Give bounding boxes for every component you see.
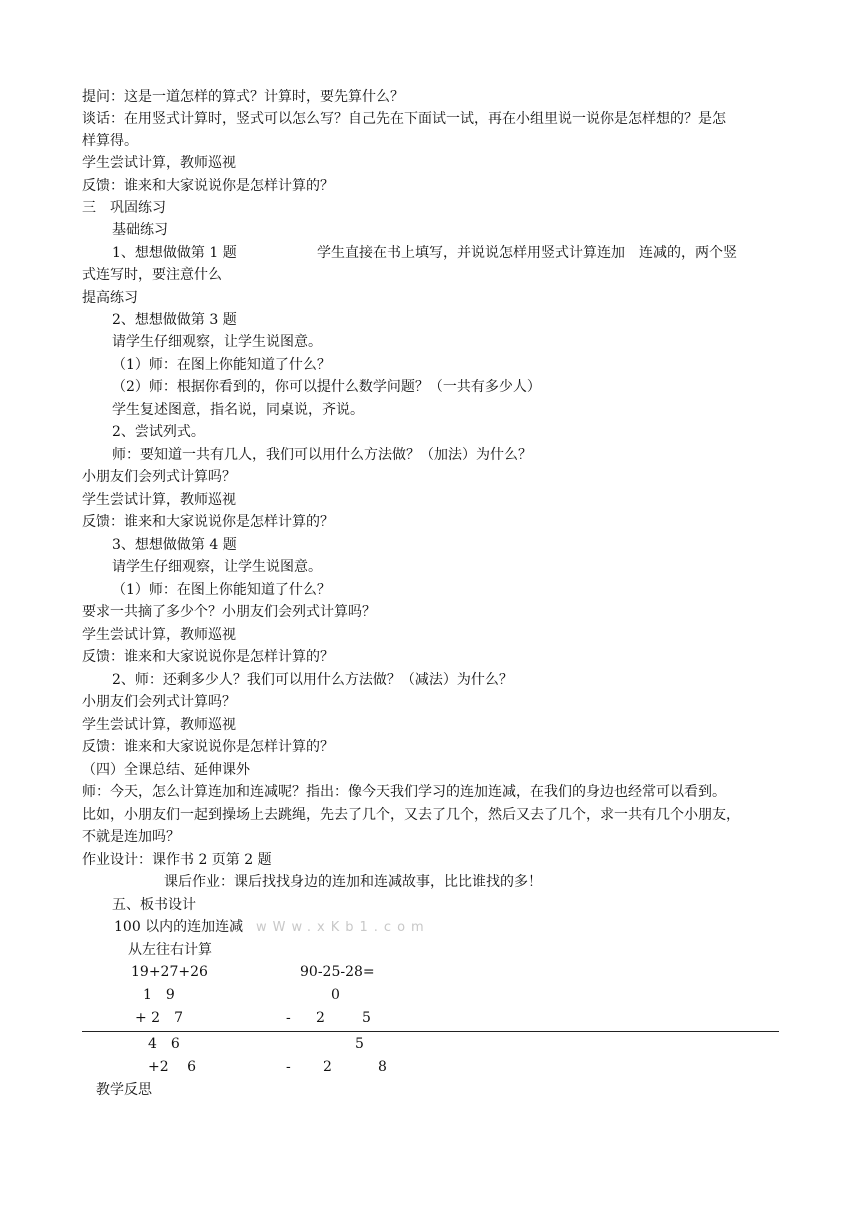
board-subtraction-row-4-ones: 8 (378, 1059, 387, 1075)
board-title: 100 以内的连加连减 (114, 919, 244, 935)
student-try-line-2: 学生尝试计算，教师巡视 (82, 492, 236, 508)
watermark: wWw.xKb1.com (256, 920, 430, 935)
board-addition-row-1: 1 9 (143, 987, 175, 1003)
picked-question-line: 要求一共摘了多少个？小朋友们会列式计算吗？ (82, 604, 376, 620)
try-equation-line: 2、尝试列式。 (112, 424, 205, 440)
observe-line-2: 请学生仔细观察，让学生说图意。 (112, 559, 322, 575)
feedback-line-4: 反馈：谁来和大家说说你是怎样计算的？ (82, 739, 334, 755)
section-heading-practice: 三 巩固练习 (82, 200, 166, 216)
board-subtraction-row-4-tens: 2 (323, 1059, 332, 1075)
teacher-question-1: （1）师：在图上你能知道了什么？ (112, 357, 331, 373)
after-class-homework-line: 课后作业：课后找找身边的连加和连减故事，比比谁找的多！ (164, 874, 542, 890)
teacher-question-2: （2）师：根据你看到的，你可以提什么数学问题？（一共有多少人） (112, 379, 541, 395)
board-divider-line (82, 1031, 779, 1032)
summary-line-3: 不就是连加吗？ (82, 829, 180, 845)
board-addition-row-2: + 2 7 (135, 1010, 183, 1026)
board-subtraction-row-2-tens: 2 (316, 1010, 325, 1026)
question-line: 提问：这是一道怎样的算式？计算时，要先算什么？ (82, 89, 404, 105)
homework-design-line: 作业设计：课作书 2 页第 2 题 (82, 852, 272, 868)
exercise-1-note: 学生直接在书上填写，并说说怎样用竖式计算连加 连减的，两个竖 (317, 245, 737, 261)
student-try-line-4: 学生尝试计算，教师巡视 (82, 717, 236, 733)
remaining-question-line: 2、师：还剩多少人？我们可以用什么方法做？（减法）为什么？ (112, 672, 513, 688)
board-addition-row-3: 4 6 (148, 1036, 180, 1052)
board-subtraction-expression: 90-25-28= (300, 964, 375, 980)
teacher-method-line: 师：要知道一共有几人，我们可以用什么方法做？（加法）为什么？ (112, 447, 532, 463)
teacher-question-3: （1）师：在图上你能知道了什么？ (112, 582, 331, 598)
board-addition-row-4: +2 6 (148, 1059, 196, 1075)
summary-line-1: 师：今天，怎么计算连加和连减呢？指出：像今天我们学习的连加连减，在我们的身边也经常可以看到。 (82, 784, 726, 800)
exercise-1: 1、想想做做第 1 题 (112, 245, 237, 261)
board-subtraction-row-4-sign: - (286, 1059, 291, 1075)
retell-line: 学生复述图意，指名说，同桌说，齐说。 (112, 402, 364, 418)
summary-line-2: 比如，小朋友们一起到操场上去跳绳，先去了几个，又去了几个，然后又去了几个，求一共有几个小朋友， (82, 807, 740, 823)
board-addition-expression: 19+27+26 (131, 964, 208, 980)
feedback-line-3: 反馈：谁来和大家说说你是怎样计算的？ (82, 649, 334, 665)
student-try-line: 学生尝试计算，教师巡视 (82, 155, 236, 171)
talk-line-continued: 样算得。 (82, 133, 138, 149)
basic-practice-heading: 基础练习 (112, 222, 168, 238)
feedback-line-2: 反馈：谁来和大家说说你是怎样计算的？ (82, 514, 334, 530)
board-subtraction-row-2-ones: 5 (362, 1010, 371, 1026)
feedback-line: 反馈：谁来和大家说说你是怎样计算的？ (82, 178, 334, 194)
teaching-reflection-heading: 教学反思 (96, 1082, 152, 1098)
can-calc-line: 小朋友们会列式计算吗？ (82, 469, 236, 485)
exercise-4: 3、想想做做第 4 题 (112, 537, 237, 553)
observe-line: 请学生仔细观察，让学生说图意。 (112, 334, 322, 350)
exercise-3: 2、想想做做第 3 题 (112, 312, 237, 328)
talk-line: 谈话：在用竖式计算时，竖式可以怎么写？自己先在下面试一试，再在小组里说一说你是怎样想的？是怎 (82, 111, 726, 127)
can-calc-line-2: 小朋友们会列式计算吗？ (82, 694, 236, 710)
board-design-heading: 五、板书设计 (112, 897, 196, 913)
board-subtraction-row-1: 0 (331, 987, 340, 1003)
board-subtraction-row-3: 5 (355, 1036, 364, 1052)
board-left-to-right: 从左往右计算 (128, 942, 212, 958)
advanced-practice-heading: 提高练习 (82, 290, 138, 306)
summary-heading: （四）全课总结、延伸课外 (82, 762, 250, 778)
exercise-1-note-continued: 式连写时，要注意什么 (82, 267, 222, 283)
student-try-line-3: 学生尝试计算，教师巡视 (82, 627, 236, 643)
board-subtraction-row-2-sign: - (286, 1010, 291, 1026)
